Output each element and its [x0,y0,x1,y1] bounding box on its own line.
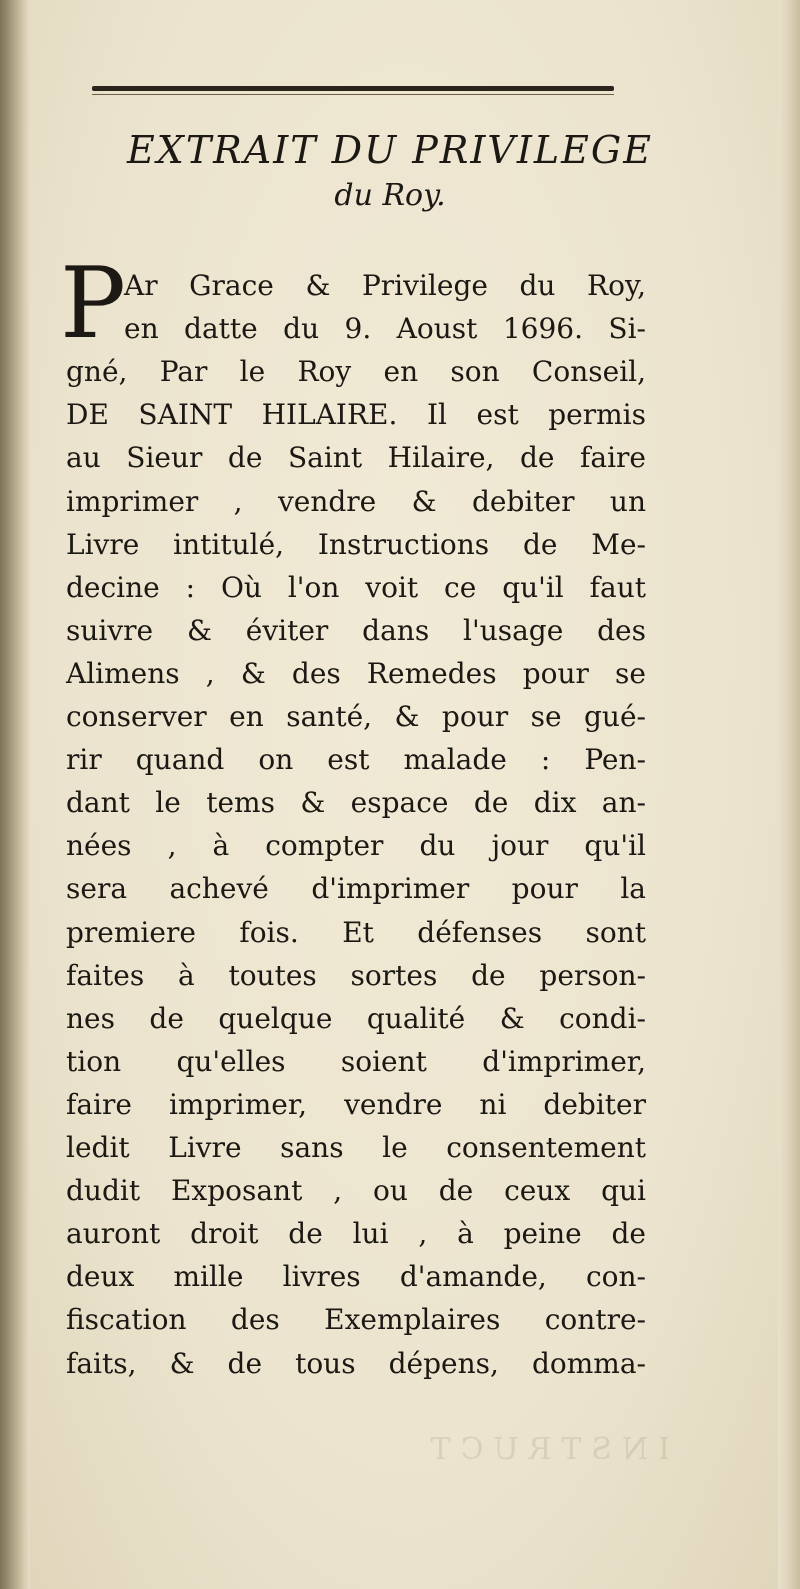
text-line: faire imprimer, vendre ni debiter [66,1087,646,1121]
text-line: ledit Livre sans le consentement [66,1131,646,1164]
text-line: Livre intitulé, Instructions de Me- [66,527,646,561]
bleed-through-text: INSTRUCT [420,1432,670,1467]
text-line: en datte du 9. Aoust 1696. Si- [124,312,646,346]
text-line: auront droit de lui , à peine de [66,1217,646,1251]
text-line: imprimer , vendre & debiter un [66,484,646,518]
text-line: suivre & éviter dans l'usage des [66,613,646,647]
text-line: deux mille livres d'amande, con- [66,1260,646,1294]
text-line: Alimens , & des Remedes pour se [66,656,646,690]
text-line: dudit Exposant , ou de ceux qui [66,1174,646,1208]
text-line: au Sieur de Saint Hilaire, de faire [66,441,646,475]
text-line: DE SAINT HILAIRE. Il est permis [66,398,646,432]
text-line: gné, Par le Roy en son Conseil, [66,355,646,389]
text-line: faits, & de tous dépens, domma- [66,1346,646,1380]
page-subtitle: du Roy. [334,178,446,213]
text-line: nées , à compter du jour qu'il [66,829,646,863]
text-line: faites à toutes sortes de person- [66,958,646,992]
page-title: EXTRAIT DU PRIVILEGE [127,128,653,172]
text-line: rir quand on est malade : Pen- [66,743,646,777]
text-line: nes de quelque qualité & condi- [66,1001,646,1035]
text-line: conserver en santé, & pour se gué- [66,700,646,733]
text-line: premiere fois. Et défenses sont [66,915,646,949]
text-line: fiscation des Exemplaires contre- [66,1303,646,1337]
page-edge [778,0,800,1589]
text-line: decine : Où l'on voit ce qu'il faut [66,570,646,604]
book-spine-shadow [0,0,30,1589]
header-rule [92,86,614,91]
drop-cap: P [60,247,126,361]
text-line: sera achevé d'imprimer pour la [66,872,646,906]
text-line: dant le tems & espace de dix an- [66,786,646,820]
text-line: tion qu'elles soient d'imprimer, [66,1044,646,1078]
text-line: Ar Grace & Privilege du Roy, [124,269,646,302]
